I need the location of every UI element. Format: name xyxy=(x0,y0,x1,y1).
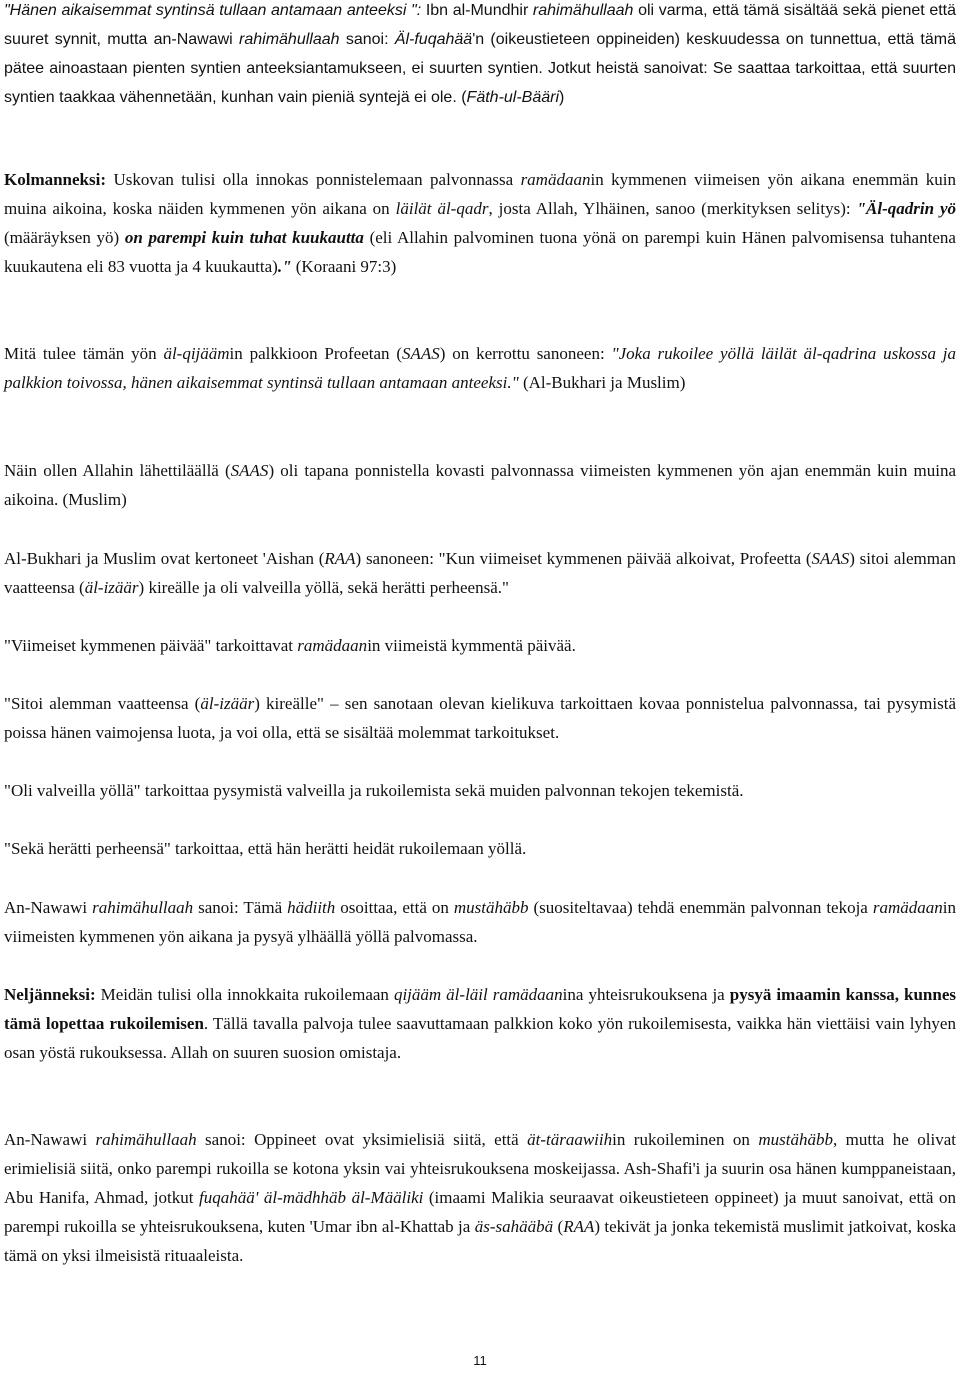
text-run: in kymmenen viimeisen yön aikana enemmän kuin muina aikoina, koska näiden kymmenen yön aikana on xyxy=(4,170,956,218)
text-run: äs-sahääbä xyxy=(474,1217,554,1236)
paragraph-prophet-effort xyxy=(4,456,956,514)
text-run: äl-qijääm xyxy=(163,344,230,363)
text-run: ) sanoneen: "Kun viimeiset kymmenen päivää alkoivat, Profeetta ( xyxy=(355,549,812,568)
text-run: "Viimeiset kymmenen päivää" tarkoittavat xyxy=(4,636,298,655)
text-run: SAAS xyxy=(811,549,850,568)
paragraph-neljanneksi xyxy=(4,980,956,1067)
text-run: 'n (oikeustieteen oppineiden) keskuudessa on tunnettua, että tämä pätee ainoastaan pienten syntien anteeksiantamukseen, ei suurten syntien. Jotkut heistä sanoivat: Se saattaa tarkoittaa, että suurten syntien taakkaa vähennetään, kunhan vain pieniä syntejä ei ole. ( xyxy=(4,31,956,106)
text-run: in viimeistä kymmentä päivää. xyxy=(367,636,576,655)
text-run: mustähäbb xyxy=(453,898,529,917)
text-run: Neljänneksi: xyxy=(4,985,96,1004)
text-run: , mutta he olivat erimielisiä siitä, onko parempi rukoilla se kotona yksin vai yhteisrukouksena moskeijassa. Ash-Shafi'i ja suurin osa hänen kumppaneistaan, Abu Hanifa, Ahmad, jotkut xyxy=(4,1130,956,1207)
text-run: Kolmanneksi: xyxy=(4,170,107,189)
paragraph-taraawiih xyxy=(4,1125,956,1270)
text-run: "Sitoi alemman vaatteensa ( xyxy=(4,694,201,713)
text-run: ) sitoi alemman vaatteensa ( xyxy=(4,549,956,597)
text-run: Äl-fuqahää xyxy=(394,31,473,48)
text-run: äl-izäär xyxy=(84,578,139,597)
text-run: fuqahää' äl-mädhhäb äl-Määliki xyxy=(198,1188,424,1207)
text-run: SAAS xyxy=(402,344,440,363)
text-run: qijääm äl-läil ramädaan xyxy=(393,985,563,1004)
text-run: läilät äl-qadr xyxy=(395,199,489,218)
text-run: (suositeltavaa) tehdä enemmän palvonnan tekoja xyxy=(528,898,873,917)
text-run: Al-Bukhari ja Muslim ovat kertoneet 'Aishan ( xyxy=(4,549,325,568)
text-run: ramädaan xyxy=(872,898,943,917)
paragraph-woke-family xyxy=(4,834,956,863)
paragraph-aisha-narration xyxy=(4,544,956,602)
text-run: RAA xyxy=(324,549,356,568)
text-run: Ibn al-Mundhir xyxy=(425,2,533,19)
paragraph-nawawi-hadith xyxy=(4,893,956,951)
text-run: rahimähullaah xyxy=(95,1130,197,1149)
text-run: Uskovan tulisi olla innokas ponnistelemaan palvonnassa xyxy=(106,170,521,189)
text-run: mustähäbb xyxy=(758,1130,833,1149)
text-run: pysyä imaamin kanssa, kunnes tämä lopettaa rukoilemisen xyxy=(4,985,956,1033)
text-run: oli varma, että tämä sisältää sekä pienet että suuret synnit, mutta an-Nawawi xyxy=(4,2,957,48)
text-run: ) xyxy=(559,89,565,106)
text-run: "Oli valveilla yöllä" tarkoittaa pysymistä valveilla ja rukoilemista sekä muiden palvonnan tekojen tekemistä. xyxy=(4,781,744,800)
text-run: on parempi kuin tuhat kuukautta xyxy=(124,228,364,247)
text-run: in palkkioon Profeetan ( xyxy=(229,344,402,363)
text-run: in viimeisten kymmenen yön aikana ja pysyä ylhäällä yöllä palvomassa. xyxy=(4,898,956,946)
text-run: rahimähullaah xyxy=(92,898,194,917)
text-run: SAAS xyxy=(230,461,269,480)
page-number: 11 xyxy=(473,1353,487,1368)
text-run: in rukoileminen on xyxy=(612,1130,759,1149)
text-run: rahimähullaah xyxy=(532,2,634,19)
text-run: ät-täraawiih xyxy=(527,1130,613,1149)
text-run: "Hänen aikaisemmat syntinsä tullaan antamaan anteeksi ": xyxy=(4,2,426,19)
text-run: "Sekä herätti perheensä" tarkoittaa, että hän herätti heidät rukoilemaan yöllä. xyxy=(4,839,527,858)
text-run: hädiith xyxy=(287,898,336,917)
text-run: äl-izäär xyxy=(200,694,255,713)
text-run: (Al-Bukhari ja Muslim) xyxy=(518,373,686,392)
text-run: Näin ollen Allahin lähettiläällä ( xyxy=(4,461,231,480)
text-run: Mitä tulee tämän yön xyxy=(4,344,164,363)
text-run: sanoi: Oppineet ovat yksimielisiä siitä, että xyxy=(196,1130,528,1149)
text-run: ." xyxy=(277,257,292,276)
paragraph-awake-at-night xyxy=(4,776,956,805)
text-run: ina yhteisrukouksena ja xyxy=(562,985,730,1004)
text-run: , josta Allah, Ylhäinen, sanoo (merkityksen selitys): xyxy=(488,199,857,218)
paragraph-qijaam-reward xyxy=(4,339,956,397)
text-run: ) on kerrottu sanoneen: xyxy=(439,344,612,363)
text-run: (imaami Malikia seuraavat oikeustieteen oppineet) ja muut sanoivat, että on parempi rukoilla se yhteisrukouksena, kuten 'Umar ibn al-Khattab ja xyxy=(4,1188,957,1236)
text-run: RAA xyxy=(563,1217,595,1236)
text-run: "Äl-qadrin yö xyxy=(856,199,956,218)
text-run: sanoi: xyxy=(339,31,395,48)
text-run: . Tällä tavalla palvoja tulee saavuttamaan palkkion koko yön rukoilemisesta, vaikka hän viettäisi vain lyhyen osan yöstä rukouksessa. Allah on suuren suosion omistaja. xyxy=(4,1014,956,1062)
text-run: An-Nawawi xyxy=(4,898,93,917)
text-run: sanoi: Tämä xyxy=(193,898,288,917)
paragraph-izaar xyxy=(4,689,956,747)
text-run: An-Nawawi xyxy=(4,1130,96,1149)
text-run: ) kireälle" – sen sanotaan olevan kielikuva tarkoittaen kovaa ponnistelua palvonnassa, tai pysymistä poissa hänen vaimojensa luota, ja voi olla, että se sisältää molemmat tarkoitukset. xyxy=(4,694,956,742)
text-run: ) kireälle ja oli valveilla yöllä, sekä herätti perheensä." xyxy=(138,578,509,597)
text-run: ramädaan xyxy=(297,636,368,655)
text-run: ) oli tapana ponnistella kovasti palvonnassa viimeisten kymmenen yön ajan enemmän kuin muina aikoina. (Muslim) xyxy=(4,461,956,509)
text-run: (eli Allahin palvominen tuona yönä on parempi kuin Hänen palvomisensa tuhantena kuukautena eli 83 vuotta ja 4 kuukautta) xyxy=(4,228,956,276)
paragraph-fath-ul-baari xyxy=(4,0,956,112)
paragraph-kolmanneksi xyxy=(4,165,956,281)
text-run: (Koraani 97:3) xyxy=(291,257,397,276)
text-run: ) tekivät ja jonka tekemistä muslimit jatkoivat, koska tämä on yksi ilmeisistä rituaaleista. xyxy=(4,1217,957,1265)
paragraph-last-ten-days xyxy=(4,631,956,660)
text-run: Fäth-ul-Bääri xyxy=(466,89,560,106)
text-run: rahimähullaah xyxy=(239,31,340,48)
text-run: Meidän tulisi olla innokkaita rukoilemaan xyxy=(95,985,394,1004)
text-run: ramädaan xyxy=(520,170,591,189)
text-run: "Joka rukoilee yöllä läilät äl-qadrina uskossa ja palkkion toivossa, hänen aikaisemmat syntinsä tullaan antamaan anteeksi." xyxy=(4,344,957,392)
text-run: ( xyxy=(553,1217,564,1236)
text-run: (määräyksen yö) xyxy=(4,228,125,247)
text-run: osoittaa, että on xyxy=(335,898,454,917)
